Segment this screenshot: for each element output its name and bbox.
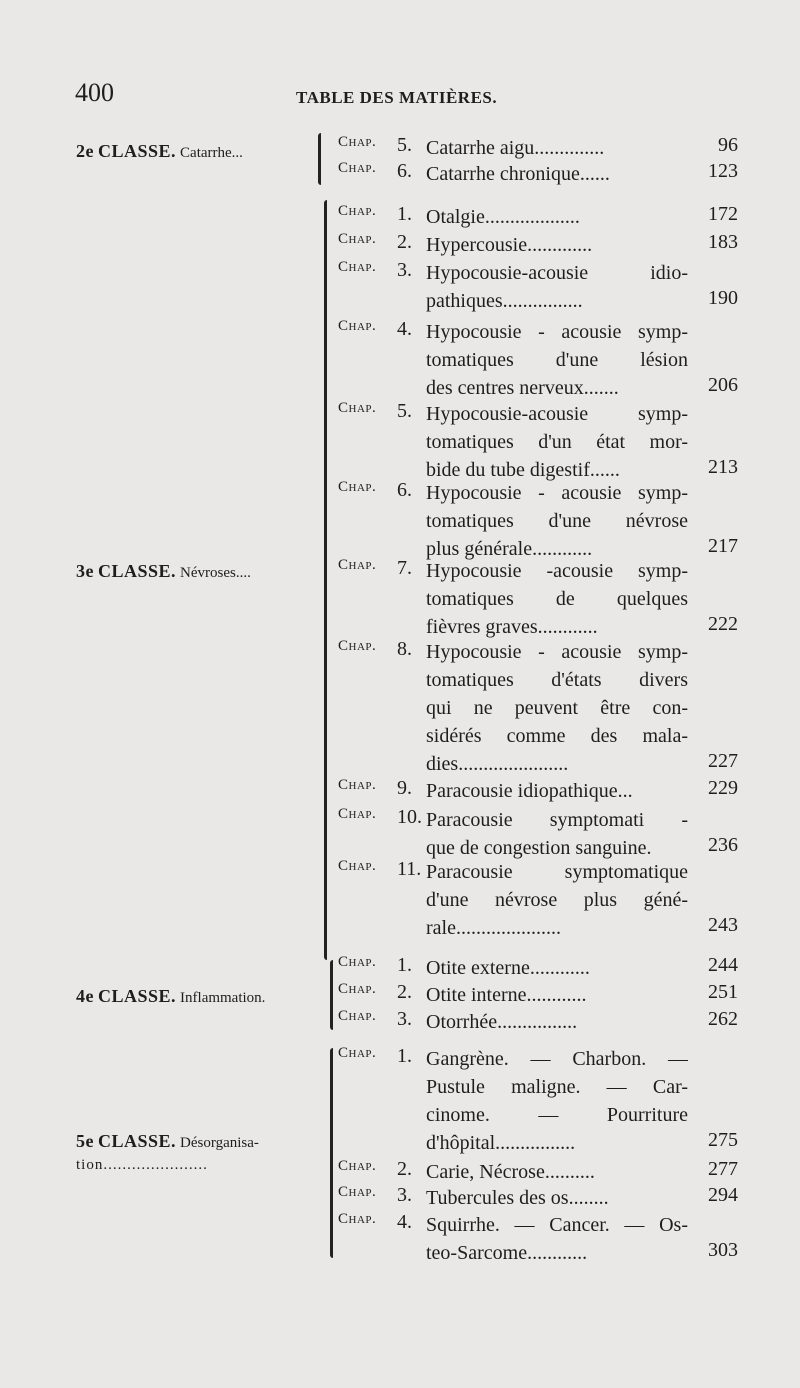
chapter-label: Chap. xyxy=(338,1008,377,1024)
page-reference: 96 xyxy=(718,134,738,156)
chapter-label: Chap. xyxy=(338,318,377,334)
chapter-title xyxy=(426,981,688,1009)
page-reference: 217 xyxy=(708,535,738,557)
page-reference: 251 xyxy=(708,981,738,1003)
chapter-title-line: Pustule maligne. — Car- xyxy=(426,1076,688,1098)
class-label-2: 2e CLASSE. Catarrhe... xyxy=(76,141,243,161)
chapter-number: 10. xyxy=(397,806,422,828)
chapter-title-line: Hypocousie - acousie symp- xyxy=(426,482,688,504)
chapter-label: Chap. xyxy=(338,777,377,793)
chapter-number: 3. xyxy=(397,259,412,281)
chapter-title-line: tomatiques d'un état mor- xyxy=(426,431,688,453)
chapter-number: 5. xyxy=(397,134,412,156)
chapter-entry xyxy=(338,134,738,162)
chapter-label: Chap. xyxy=(338,160,377,176)
chapter-number: 8. xyxy=(397,638,412,660)
chapter-title-line: Hypocousie-acousie idio- xyxy=(426,262,688,284)
chapter-title xyxy=(426,160,688,188)
page-reference: 222 xyxy=(708,613,738,635)
chapter-title-line: sidérés comme des mala- xyxy=(426,725,688,747)
page-reference: 183 xyxy=(708,231,738,253)
chapter-title-line: Paracousie idiopathique... xyxy=(426,780,633,802)
chapter-entry xyxy=(338,479,738,563)
chapter-number: 6. xyxy=(397,479,412,501)
chapter-title xyxy=(426,777,688,805)
chapter-label: Chap. xyxy=(338,954,377,970)
chapter-label: Chap. xyxy=(338,400,377,416)
chapter-entry xyxy=(338,1045,738,1157)
page-reference: 303 xyxy=(708,1239,738,1261)
chapter-number: 1. xyxy=(397,954,412,976)
chapter-label: Chap. xyxy=(338,479,377,495)
page-reference: 213 xyxy=(708,456,738,478)
brace-class-4 xyxy=(330,960,333,1030)
page-reference: 262 xyxy=(708,1008,738,1030)
chapter-title xyxy=(426,479,688,563)
chapter-number: 11. xyxy=(397,858,422,880)
chapter-title-line: Tubercules des os........ xyxy=(426,1187,609,1209)
page-reference: 123 xyxy=(708,160,738,182)
chapter-label: Chap. xyxy=(338,806,377,822)
chapter-entry xyxy=(338,259,738,315)
chapter-number: 3. xyxy=(397,1184,412,1206)
brace-class-5 xyxy=(330,1048,333,1258)
chapter-entry xyxy=(338,981,738,1009)
chapter-title-line: Hypercousie............. xyxy=(426,234,593,256)
chapter-number: 2. xyxy=(397,981,412,1003)
chapter-label: Chap. xyxy=(338,858,377,874)
chapter-entry xyxy=(338,160,738,188)
chapter-title-line: tomatiques d'états divers xyxy=(426,669,688,691)
class-label-5: 5e CLASSE. Désorganisa- tion...................... xyxy=(76,1131,259,1173)
chapter-title xyxy=(426,638,688,778)
chapter-entry xyxy=(338,231,738,259)
chapter-entry xyxy=(338,1184,738,1212)
chapter-title xyxy=(426,1184,688,1212)
chapter-number: 2. xyxy=(397,1158,412,1180)
chapter-label: Chap. xyxy=(338,981,377,997)
chapter-title-line: dies...................... xyxy=(426,753,569,775)
chapter-number: 1. xyxy=(397,1045,412,1067)
chapter-entry xyxy=(338,638,738,778)
chapter-entry xyxy=(338,954,738,982)
chapter-title-line: rale..................... xyxy=(426,917,561,939)
chapter-label: Chap. xyxy=(338,1184,377,1200)
chapter-number: 1. xyxy=(397,203,412,225)
page-reference: 294 xyxy=(708,1184,738,1206)
page-header xyxy=(0,78,800,118)
chapter-number: 5. xyxy=(397,400,412,422)
chapter-title xyxy=(426,134,688,162)
chapter-entry xyxy=(338,1008,738,1036)
page-number: 400 xyxy=(75,78,114,107)
page-reference: 227 xyxy=(708,750,738,772)
chapter-title xyxy=(426,1211,688,1267)
chapter-title xyxy=(426,806,688,862)
chapter-entry xyxy=(338,203,738,231)
chapter-label: Chap. xyxy=(338,1045,377,1061)
chapter-number: 7. xyxy=(397,557,412,579)
chapter-title xyxy=(426,1045,688,1157)
chapter-label: Chap. xyxy=(338,1158,377,1174)
chapter-title xyxy=(426,400,688,484)
chapter-number: 2. xyxy=(397,231,412,253)
chapter-title xyxy=(426,954,688,982)
chapter-title-line: tomatiques d'une névrose xyxy=(426,510,688,532)
chapter-title-line: Catarrhe aigu.............. xyxy=(426,137,605,159)
page-reference: 236 xyxy=(708,834,738,856)
chapter-number: 9. xyxy=(397,777,412,799)
chapter-title-line: que de congestion sanguine. xyxy=(426,837,652,859)
chapter-label: Chap. xyxy=(338,1211,377,1227)
chapter-title xyxy=(426,1008,688,1036)
chapter-title xyxy=(426,203,688,231)
page-reference: 244 xyxy=(708,954,738,976)
chapter-title-line: Otite interne............ xyxy=(426,984,587,1006)
chapter-entry xyxy=(338,400,738,484)
chapter-entry xyxy=(338,1211,738,1267)
chapter-title-line: d'une névrose plus géné- xyxy=(426,889,688,911)
class-label-3: 3e CLASSE. Névroses.... xyxy=(76,561,251,581)
brace-class-2 xyxy=(318,133,321,185)
chapter-title-line: tomatiques de quelques xyxy=(426,588,688,610)
chapter-number: 6. xyxy=(397,160,412,182)
chapter-entry xyxy=(338,318,738,402)
chapter-title xyxy=(426,1158,688,1186)
chapter-title-line: des centres nerveux....... xyxy=(426,377,619,399)
chapter-entry xyxy=(338,777,738,805)
chapter-title-line: d'hôpital................ xyxy=(426,1132,576,1154)
chapter-label: Chap. xyxy=(338,231,377,247)
page-reference: 277 xyxy=(708,1158,738,1180)
chapter-entry xyxy=(338,557,738,641)
chapter-label: Chap. xyxy=(338,203,377,219)
chapter-number: 3. xyxy=(397,1008,412,1030)
chapter-number: 4. xyxy=(397,318,412,340)
chapter-label: Chap. xyxy=(338,557,377,573)
chapter-title-line: pathiques................ xyxy=(426,290,583,312)
chapter-title-line: Catarrhe chronique...... xyxy=(426,163,610,185)
class-label-4: 4e CLASSE. Inflammation. xyxy=(76,986,266,1006)
chapter-entry xyxy=(338,858,738,942)
chapter-label: Chap. xyxy=(338,259,377,275)
chapter-title xyxy=(426,557,688,641)
chapter-title-line: Gangrène. — Charbon. — xyxy=(426,1048,688,1070)
chapter-entry xyxy=(338,806,738,862)
chapter-title-line: Otalgie................... xyxy=(426,206,580,228)
chapter-title-line: Hypocousie - acousie symp- xyxy=(426,321,688,343)
chapter-title-line: Hypocousie -acousie symp- xyxy=(426,560,688,582)
chapter-title-line: Carie, Nécrose.......... xyxy=(426,1161,595,1183)
chapter-title-line: Hypocousie - acousie symp- xyxy=(426,641,688,663)
brace-class-3 xyxy=(324,200,327,960)
chapter-title-line: bide du tube digestif...... xyxy=(426,459,620,481)
chapter-label: Chap. xyxy=(338,638,377,654)
chapter-label: Chap. xyxy=(338,134,377,150)
chapter-title-line: Otorrhée................ xyxy=(426,1011,578,1033)
chapter-title-line: plus générale............ xyxy=(426,538,593,560)
page-reference: 243 xyxy=(708,914,738,936)
page-reference: 229 xyxy=(708,777,738,799)
chapter-title xyxy=(426,318,688,402)
chapter-title xyxy=(426,231,688,259)
page-reference: 172 xyxy=(708,203,738,225)
chapter-title-line: teo-Sarcome............ xyxy=(426,1242,588,1264)
chapter-title xyxy=(426,259,688,315)
page-reference: 190 xyxy=(708,287,738,309)
chapter-title xyxy=(426,858,688,942)
chapter-title-line: Hypocousie-acousie symp- xyxy=(426,403,688,425)
chapter-title-line: tomatiques d'une lésion xyxy=(426,349,688,371)
page-reference: 206 xyxy=(708,374,738,396)
chapter-title-line: Paracousie symptomatique xyxy=(426,861,688,883)
chapter-title-line: cinome. — Pourriture xyxy=(426,1104,688,1126)
chapter-title-line: Paracousie symptomati - xyxy=(426,809,688,831)
chapter-title-line: fièvres graves............ xyxy=(426,616,598,638)
running-title: TABLE DES MATIÈRES. xyxy=(296,88,498,107)
page-reference: 275 xyxy=(708,1129,738,1151)
chapter-title-line: qui ne peuvent être con- xyxy=(426,697,688,719)
chapter-title-line: Otite externe............ xyxy=(426,957,590,979)
chapter-title-line: Squirrhe. — Cancer. — Os- xyxy=(426,1214,688,1236)
chapter-number: 4. xyxy=(397,1211,412,1233)
chapter-entry xyxy=(338,1158,738,1186)
